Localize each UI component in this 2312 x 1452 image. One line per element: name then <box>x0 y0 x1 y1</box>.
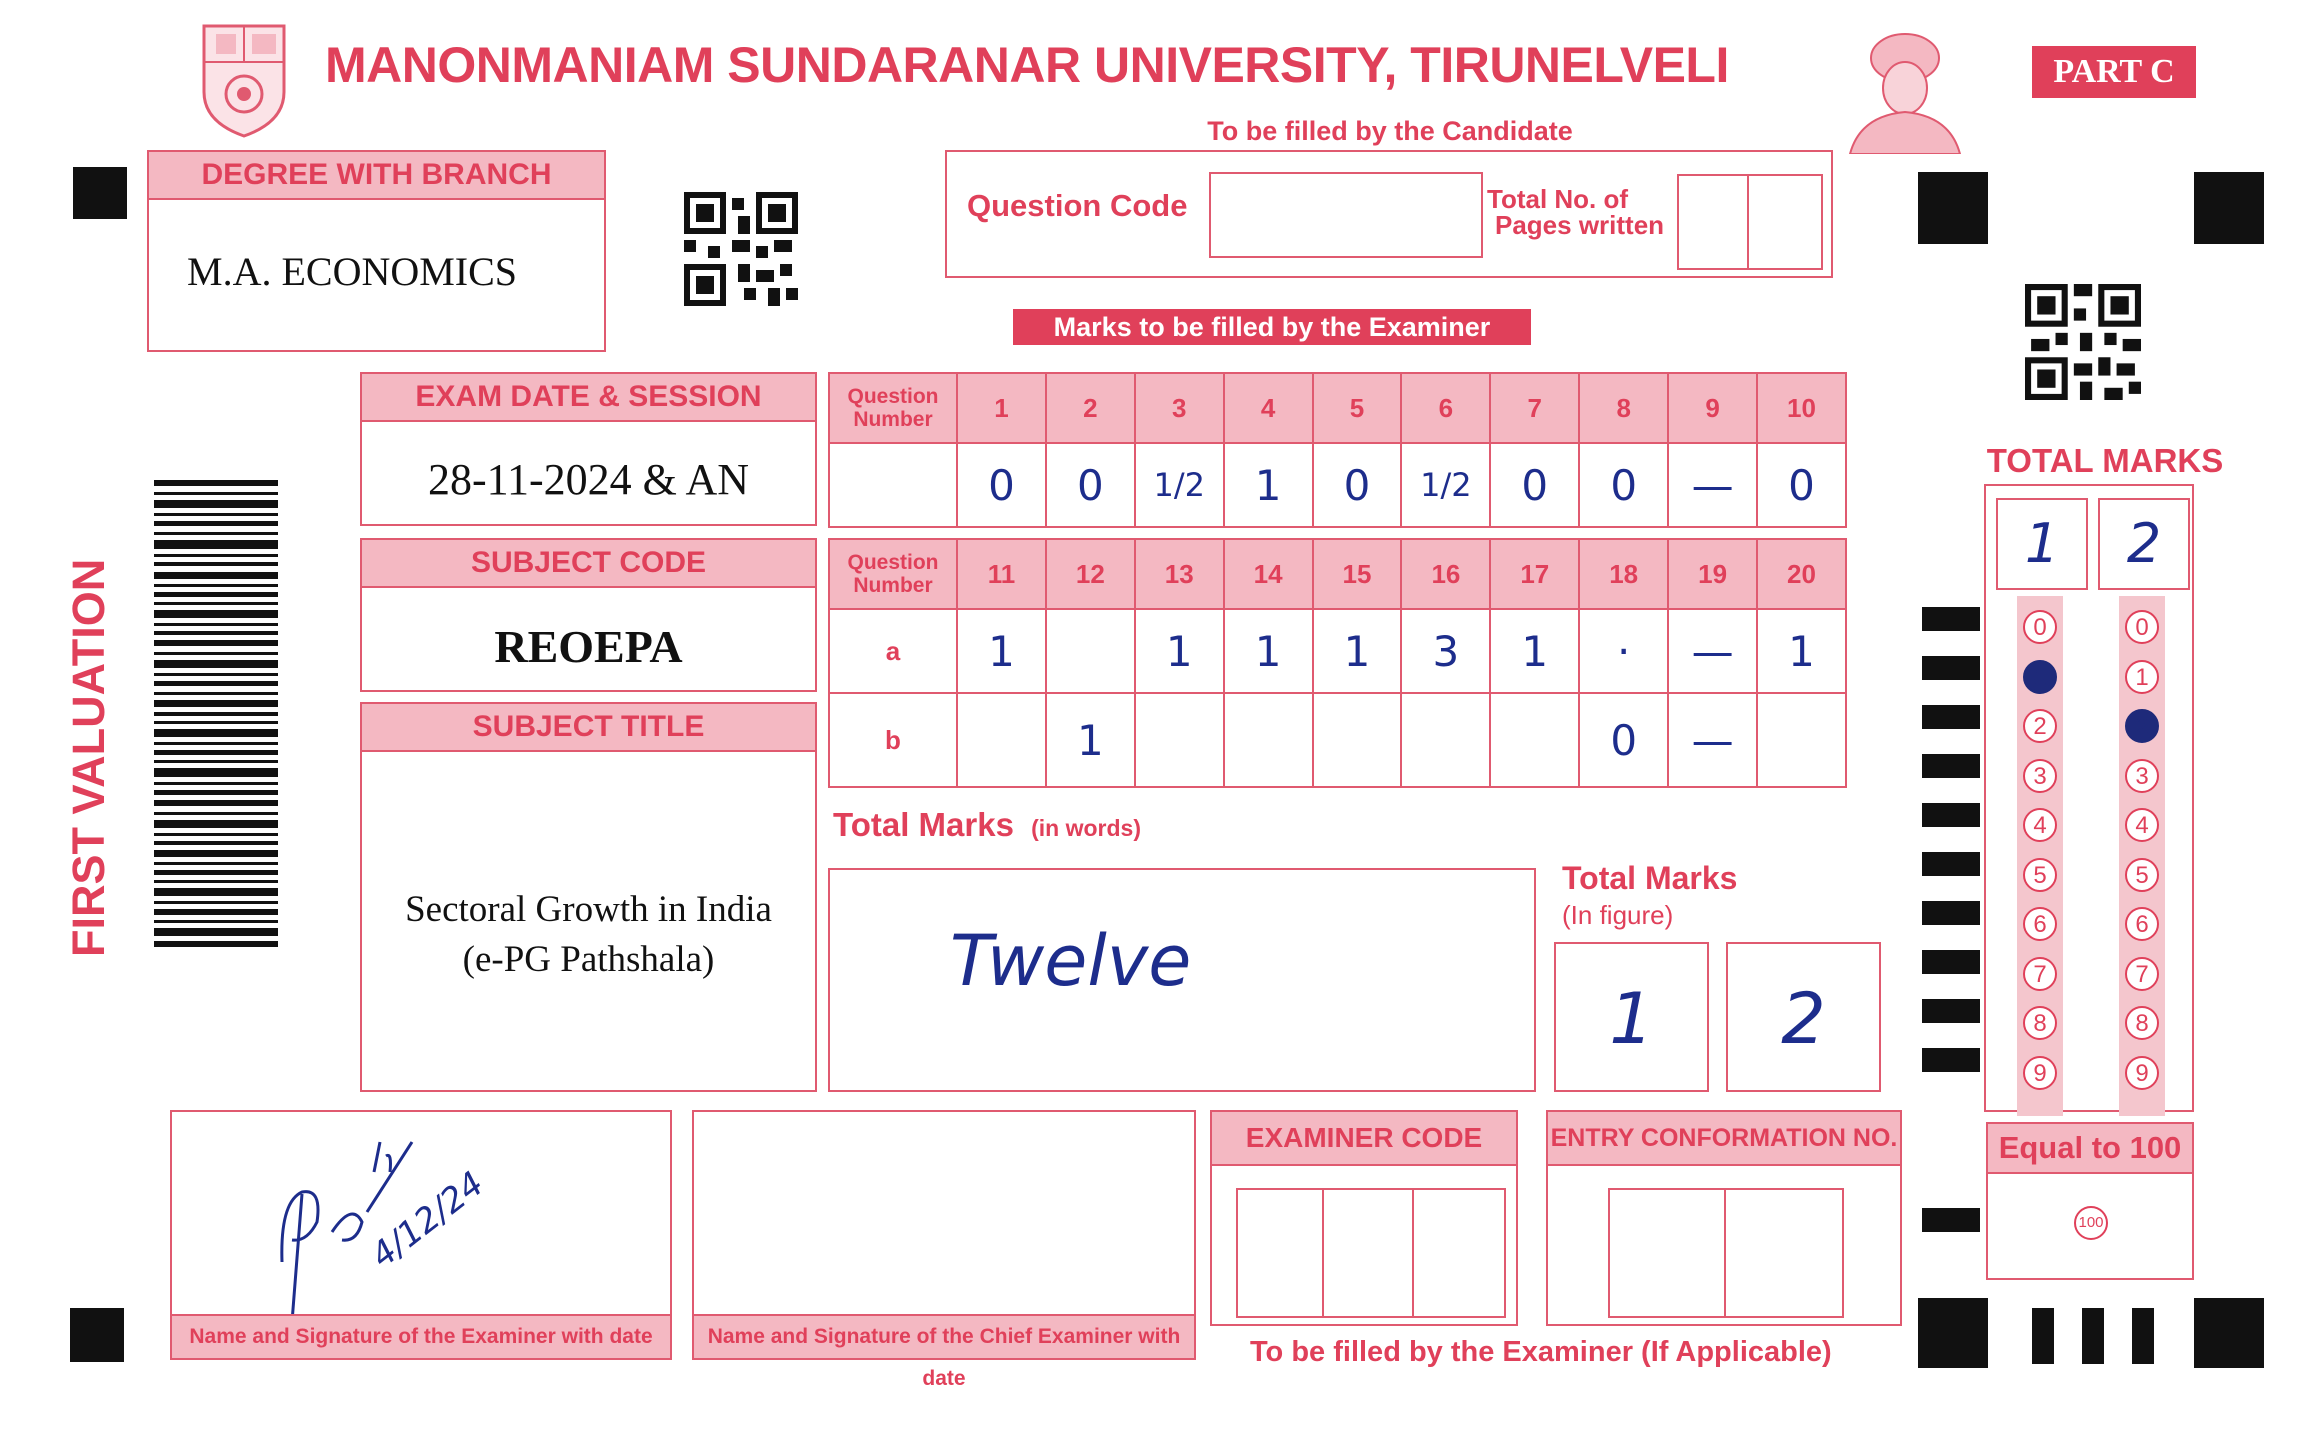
omr-bubble[interactable]: 0 <box>2023 610 2057 644</box>
omr-bubble[interactable]: 8 <box>2023 1006 2057 1040</box>
mark-cell[interactable]: — <box>1668 609 1757 693</box>
question-number: 20 <box>1757 539 1846 609</box>
equal-to-100-box <box>1986 1122 2194 1280</box>
question-number: 17 <box>1490 539 1579 609</box>
mark-cell[interactable]: 0 <box>1490 443 1579 527</box>
qr-code <box>2025 284 2141 400</box>
first-valuation-label: FIRST VALUATION <box>63 558 114 957</box>
pages-written-line2: Pages written <box>1495 210 1665 240</box>
candidate-note: To be filled by the Candidate <box>1207 116 1573 146</box>
timing-marker <box>70 1308 124 1362</box>
chief-signature-box <box>692 1110 1196 1390</box>
examiner-signature-box <box>170 1110 672 1360</box>
mark-cell[interactable]: 0 <box>1579 693 1668 787</box>
examiner-code-label: EXAMINER CODE <box>1212 1112 1516 1166</box>
mark-cell[interactable]: 1 <box>957 609 1046 693</box>
entry-no-box <box>1546 1110 1902 1326</box>
university-logo <box>196 22 292 140</box>
university-title: MANONMANIAM SUNDARANAR UNIVERSITY, TIRUNELVELI <box>325 37 1729 93</box>
marks-grid-q1-10 <box>828 372 1847 528</box>
marks-row-label <box>829 443 957 527</box>
total-marks-omr-box <box>1984 484 2194 1112</box>
omr-bubble[interactable]: 7 <box>2125 957 2159 991</box>
qn-label-1: Question <box>847 385 939 408</box>
subject-code-label: SUBJECT CODE <box>362 540 815 588</box>
equal-to-100-label: Equal to 100 <box>1988 1124 2192 1174</box>
timing-marker <box>2194 172 2264 244</box>
marks-grid-q11-20 <box>828 538 1847 788</box>
total-words-value: Twelve <box>950 920 1192 1002</box>
exam-date-box <box>360 372 817 526</box>
omr-bubble[interactable]: 3 <box>2023 759 2057 793</box>
omr-column-2 <box>2119 596 2165 1116</box>
omr-column-1 <box>2017 596 2063 1116</box>
timing-marker <box>1918 1298 1988 1368</box>
degree-value: M.A. ECONOMICS <box>187 249 518 294</box>
omr-bubble[interactable]: 9 <box>2125 1056 2159 1090</box>
pages-written-label <box>1487 186 1664 238</box>
examiner-banner: Marks to be filled by the Examiner <box>1013 309 1531 345</box>
examiner-note: To be filled by the Examiner (If Applicable) <box>1250 1336 1832 1368</box>
question-number: 2 <box>1046 373 1135 443</box>
mark-cell[interactable]: 1 <box>1757 609 1846 693</box>
mark-cell[interactable]: 0 <box>957 443 1046 527</box>
question-number: 1 <box>957 373 1046 443</box>
question-number: 7 <box>1490 373 1579 443</box>
omr-bubble[interactable]: 4 <box>2125 808 2159 842</box>
question-number-header <box>829 373 957 443</box>
question-code-label: Question Code <box>967 188 1188 223</box>
mark-cell[interactable] <box>1490 693 1579 787</box>
total-marks-omr-label: TOTAL MARKS <box>1986 442 2224 479</box>
question-number: 16 <box>1401 539 1490 609</box>
exam-date-label: EXAM DATE & SESSION <box>362 374 815 422</box>
entry-no-label: ENTRY CONFORMATION NO. <box>1548 1112 1900 1166</box>
timing-marker <box>1922 1208 1980 1232</box>
total-words-field[interactable] <box>828 868 1536 1092</box>
timing-marker <box>1918 172 1988 244</box>
qn-label-1: Question <box>847 551 939 574</box>
subject-title-label: SUBJECT TITLE <box>362 704 815 752</box>
mark-cell[interactable]: 0 <box>1579 443 1668 527</box>
omr-bubble-filled[interactable]: 2 <box>2125 709 2159 743</box>
question-number: 12 <box>1046 539 1135 609</box>
mark-cell[interactable]: 1/2 <box>1135 443 1224 527</box>
mark-cell[interactable]: 0 <box>1313 443 1402 527</box>
total-figure-label: Total Marks <box>1562 860 1738 896</box>
mark-cell[interactable] <box>1313 693 1402 787</box>
omr-bubble[interactable]: 5 <box>2125 858 2159 892</box>
row-timing-markers <box>1922 607 1980 1097</box>
mark-cell[interactable] <box>1046 609 1135 693</box>
mark-cell[interactable]: 1 <box>1313 609 1402 693</box>
total-figure-digit1[interactable]: 1 <box>1554 942 1709 1092</box>
founder-portrait <box>1840 24 1970 154</box>
question-number: 15 <box>1313 539 1402 609</box>
mark-cell[interactable] <box>1401 693 1490 787</box>
examiner-code-field[interactable] <box>1236 1188 1506 1318</box>
timing-marker <box>73 167 127 219</box>
mark-cell[interactable]: 0 <box>1046 443 1135 527</box>
barcode <box>154 480 278 950</box>
question-number: 10 <box>1757 373 1846 443</box>
examiner-signature <box>262 1112 502 1332</box>
question-number: 3 <box>1135 373 1224 443</box>
total-words-title: Total Marks <box>833 806 1014 843</box>
timing-marker <box>2032 1308 2054 1364</box>
examiner-code-box <box>1210 1110 1518 1326</box>
omr-digit2[interactable]: 2 <box>2098 498 2190 590</box>
part-badge: PART C <box>2032 46 2196 98</box>
question-number: 14 <box>1224 539 1313 609</box>
total-figure-digit2[interactable]: 2 <box>1726 942 1881 1092</box>
chief-signature-label: Name and Signature of the Chief Examiner with date <box>694 1314 1194 1358</box>
omr-bubble[interactable]: 4 <box>2023 808 2057 842</box>
mark-cell[interactable]: 1 <box>1224 443 1313 527</box>
omr-digit1[interactable]: 1 <box>1996 498 2088 590</box>
omr-bubble[interactable]: 0 <box>2125 610 2159 644</box>
row-a-label: a <box>829 609 957 693</box>
timing-marker <box>2132 1308 2154 1364</box>
question-number: 13 <box>1135 539 1224 609</box>
question-number: 9 <box>1668 373 1757 443</box>
examiner-signature-label: Name and Signature of the Examiner with date <box>172 1314 670 1358</box>
mark-cell[interactable] <box>1135 693 1224 787</box>
total-words-sublabel: (in words) <box>1031 815 1141 841</box>
examiner-signature-date: 4/12/24 <box>363 1163 492 1277</box>
timing-marker <box>2082 1308 2104 1364</box>
question-number: 11 <box>957 539 1046 609</box>
question-number: 19 <box>1668 539 1757 609</box>
omr-bubble[interactable]: 5 <box>2023 858 2057 892</box>
mark-cell[interactable] <box>957 693 1046 787</box>
omr-bubble[interactable]: 1 <box>2125 660 2159 694</box>
mark-cell[interactable]: 1 <box>1046 693 1135 787</box>
omr-bubble[interactable]: 9 <box>2023 1056 2057 1090</box>
omr-bubble-filled[interactable]: 1 <box>2023 660 2057 694</box>
mark-cell[interactable]: 1 <box>1490 609 1579 693</box>
mark-cell[interactable]: 0 <box>1757 443 1846 527</box>
qr-code <box>684 192 798 306</box>
question-number: 18 <box>1579 539 1668 609</box>
exam-date-value: 28-11-2024 & AN <box>427 455 750 504</box>
mark-cell[interactable] <box>1757 693 1846 787</box>
subject-title-line1: Sectoral Growth in India <box>405 889 772 930</box>
omr-bubble[interactable]: 8 <box>2125 1006 2159 1040</box>
mark-cell[interactable] <box>1224 693 1313 787</box>
mark-cell[interactable]: 3 <box>1401 609 1490 693</box>
degree-label: DEGREE WITH BRANCH <box>149 152 604 200</box>
subject-title-box <box>360 702 817 1092</box>
omr-bubble[interactable]: 3 <box>2125 759 2159 793</box>
omr-bubble[interactable]: 6 <box>2023 907 2057 941</box>
pages-written-line1: Total No. of <box>1487 184 1629 214</box>
mark-cell[interactable]: 1 <box>1135 609 1224 693</box>
qn-label-2: Number <box>853 408 933 431</box>
question-number: 5 <box>1313 373 1402 443</box>
mark-cell[interactable]: — <box>1668 693 1757 787</box>
subject-code-value: REOEPA <box>494 621 683 672</box>
question-number: 4 <box>1224 373 1313 443</box>
row-b-label: b <box>829 693 957 787</box>
qn-label-2: Number <box>853 574 933 597</box>
subject-code-box <box>360 538 817 692</box>
degree-box <box>147 150 606 352</box>
omr-bubble[interactable]: 6 <box>2125 907 2159 941</box>
equal-to-100-bubble[interactable]: 100 <box>2074 1206 2108 1240</box>
mark-cell[interactable]: — <box>1668 443 1757 527</box>
omr-bubble[interactable]: 2 <box>2023 709 2057 743</box>
subject-title-line2: (e-PG Pathshala) <box>462 939 715 980</box>
mark-cell[interactable]: 1/2 <box>1401 443 1490 527</box>
question-code-box <box>945 150 1833 278</box>
question-number-header <box>829 539 957 609</box>
mark-cell[interactable]: · <box>1579 609 1668 693</box>
question-number: 6 <box>1401 373 1490 443</box>
pages-written-field[interactable] <box>1677 174 1823 270</box>
entry-no-field[interactable] <box>1608 1188 1844 1318</box>
timing-marker <box>2194 1298 2264 1368</box>
omr-bubble[interactable]: 7 <box>2023 957 2057 991</box>
total-figure-sublabel: (In figure) <box>1562 900 1674 930</box>
question-number: 8 <box>1579 373 1668 443</box>
mark-cell[interactable]: 1 <box>1224 609 1313 693</box>
total-words-label <box>833 806 1141 844</box>
question-code-field[interactable] <box>1209 172 1483 258</box>
